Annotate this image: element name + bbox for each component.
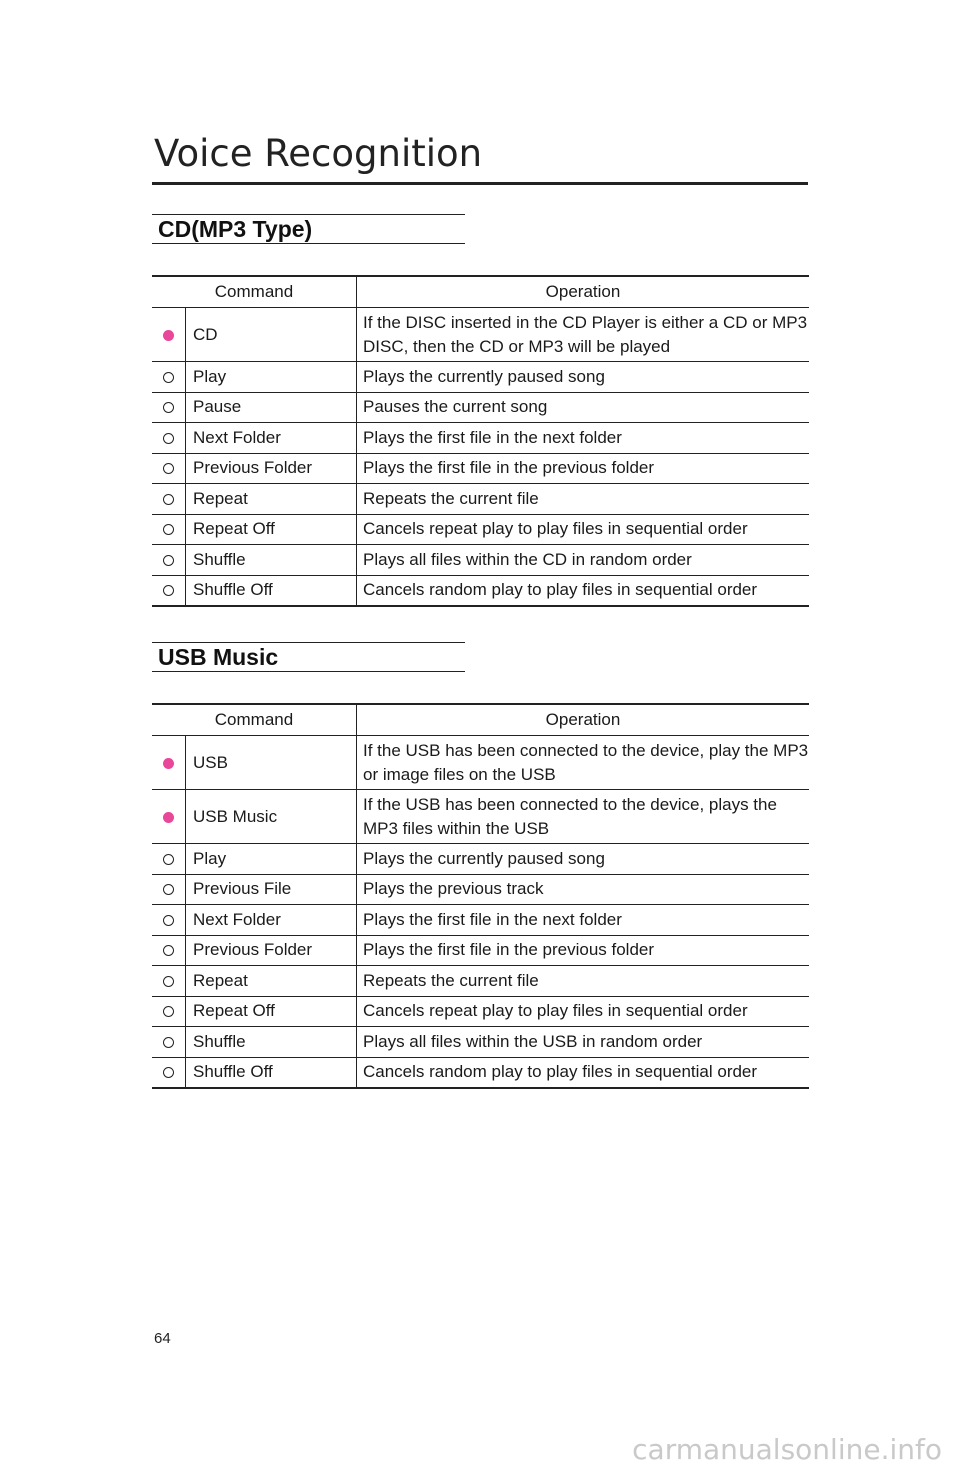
operation-cell: If the DISC inserted in the CD Player is either a CD or MP3 DISC, then the CD or MP3 will be played [357,308,810,362]
table-row [152,1027,809,1058]
operation-cell: Plays the currently paused song [357,362,810,393]
hollow-circle-icon [163,524,174,535]
command-cell: USB [186,736,357,790]
operation-cell: Plays the first file in the next folder [357,423,810,454]
command-cell: Next Folder [186,423,357,454]
bullet-cell [152,453,186,484]
bullet-cell [152,362,186,393]
table-row [152,392,809,423]
hollow-circle-icon [163,1067,174,1078]
bullet-cell [152,484,186,515]
bullet-cell [152,966,186,997]
column-header-command: Command [152,276,357,308]
operation-cell: If the USB has been connected to the device, play the MP3 or image files on the USB [357,736,810,790]
operation-cell: Cancels repeat play to play files in sequential order [357,996,810,1027]
command-table-usb [152,703,809,1089]
bullet-cell [152,935,186,966]
title-divider [152,182,808,185]
section-heading-cd [152,214,465,244]
bullet-cell [152,996,186,1027]
command-cell: CD [186,308,357,362]
hollow-circle-icon [163,494,174,505]
filled-circle-icon [163,758,174,769]
bullet-cell [152,423,186,454]
command-cell: Play [186,844,357,875]
command-cell: Shuffle [186,1027,357,1058]
bullet-cell [152,308,186,362]
column-header-operation: Operation [357,276,810,308]
hollow-circle-icon [163,945,174,956]
command-cell: Next Folder [186,905,357,936]
hollow-circle-icon [163,402,174,413]
bullet-cell [152,514,186,545]
operation-cell: If the USB has been connected to the device, plays the MP3 files within the USB [357,790,810,844]
operation-cell: Pauses the current song [357,392,810,423]
bullet-cell [152,1027,186,1058]
section-heading-usb [152,642,465,672]
hollow-circle-icon [163,884,174,895]
filled-circle-icon [163,330,174,341]
command-cell: Shuffle Off [186,575,357,606]
hollow-circle-icon [163,463,174,474]
bullet-cell [152,392,186,423]
operation-cell: Plays the previous track [357,874,810,905]
hollow-circle-icon [163,372,174,383]
command-cell: Repeat [186,484,357,515]
section-title-usb: USB Music [158,644,279,670]
bullet-cell [152,874,186,905]
table-row [152,514,809,545]
command-table-cd [152,275,809,607]
bullet-cell [152,575,186,606]
command-cell: USB Music [186,790,357,844]
table-row [152,996,809,1027]
bullet-cell [152,844,186,875]
table-row [152,790,809,844]
command-cell: Shuffle [186,545,357,576]
operation-cell: Cancels random play to play files in sequential order [357,1057,810,1088]
table-row [152,966,809,997]
table-row [152,874,809,905]
hollow-circle-icon [163,854,174,865]
command-cell: Previous Folder [186,935,357,966]
table-row [152,736,809,790]
table-row [152,905,809,936]
column-header-command: Command [152,704,357,736]
operation-cell: Plays the first file in the previous folder [357,935,810,966]
operation-cell: Plays the currently paused song [357,844,810,875]
command-cell: Repeat [186,966,357,997]
operation-cell: Plays all files within the USB in random order [357,1027,810,1058]
page-number: 64 [154,1330,171,1347]
table-header-row [152,704,809,736]
operation-cell: Cancels random play to play files in sequential order [357,575,810,606]
bullet-cell [152,736,186,790]
bullet-cell [152,790,186,844]
command-cell: Play [186,362,357,393]
filled-circle-icon [163,812,174,823]
table-row [152,453,809,484]
command-cell: Pause [186,392,357,423]
table-row [152,935,809,966]
hollow-circle-icon [163,433,174,444]
hollow-circle-icon [163,976,174,987]
hollow-circle-icon [163,1006,174,1017]
operation-cell: Cancels repeat play to play files in sequential order [357,514,810,545]
page-title: Voice Recognition [154,132,483,175]
command-cell: Repeat Off [186,996,357,1027]
table-row [152,545,809,576]
command-cell: Repeat Off [186,514,357,545]
table-row [152,844,809,875]
operation-cell: Plays all files within the CD in random order [357,545,810,576]
operation-cell: Plays the first file in the next folder [357,905,810,936]
bullet-cell [152,905,186,936]
bullet-cell [152,1057,186,1088]
command-cell: Previous Folder [186,453,357,484]
operation-cell: Plays the first file in the previous folder [357,453,810,484]
table-row [152,1057,809,1088]
column-header-operation: Operation [357,704,810,736]
hollow-circle-icon [163,915,174,926]
watermark: carmanualsonline.info [632,1433,942,1466]
hollow-circle-icon [163,555,174,566]
table-row [152,484,809,515]
operation-cell: Repeats the current file [357,966,810,997]
command-cell: Shuffle Off [186,1057,357,1088]
command-cell: Previous File [186,874,357,905]
hollow-circle-icon [163,585,174,596]
table-row [152,362,809,393]
table-row [152,423,809,454]
operation-cell: Repeats the current file [357,484,810,515]
bullet-cell [152,545,186,576]
section-title-cd: CD(MP3 Type) [158,216,313,242]
table-header-row [152,276,809,308]
table-row [152,308,809,362]
hollow-circle-icon [163,1037,174,1048]
table-row [152,575,809,606]
